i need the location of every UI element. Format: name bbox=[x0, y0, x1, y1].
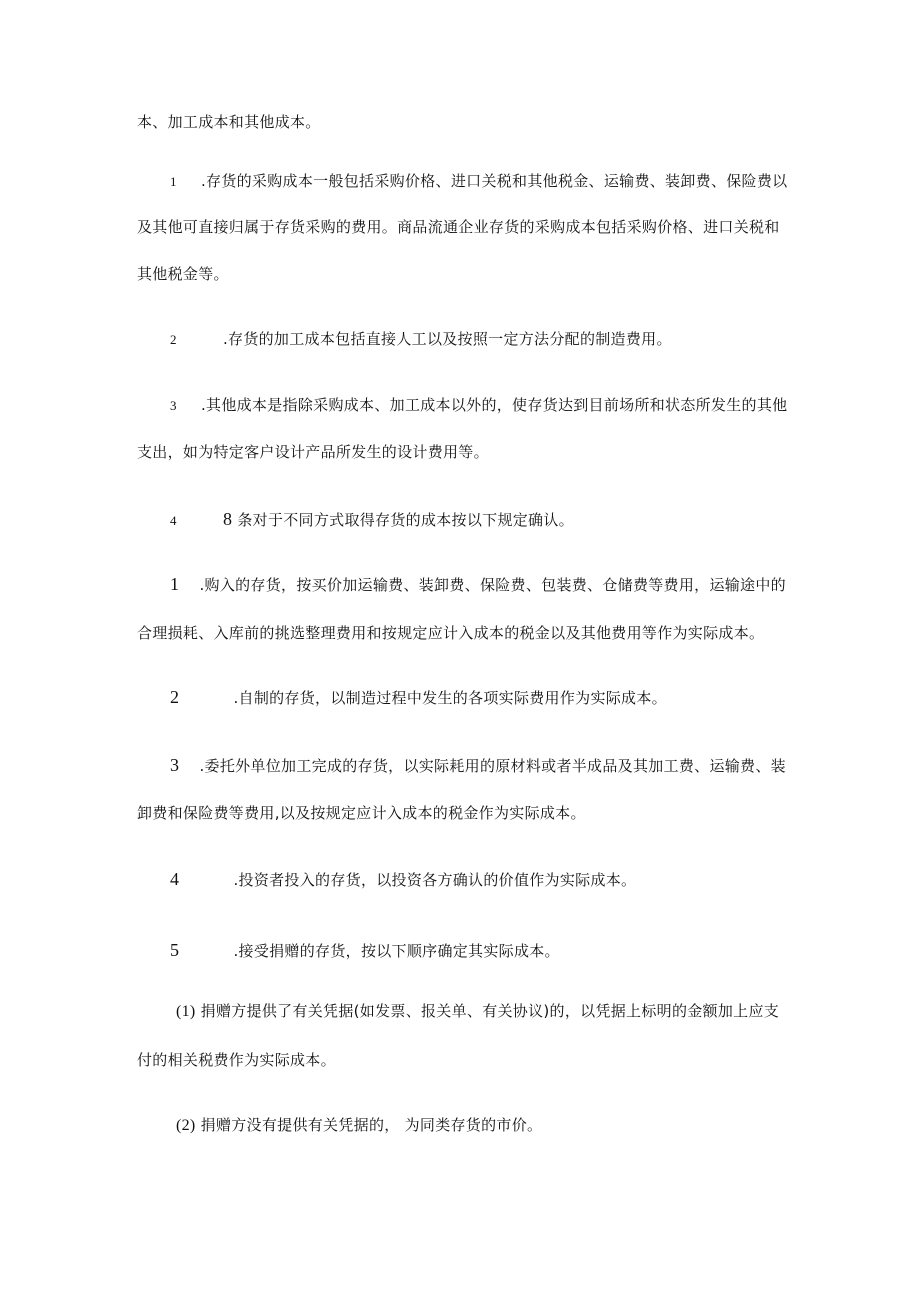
item-number: 5 bbox=[170, 940, 180, 960]
text-line: 捐赠方没有提供有关凭据的， 为同类存货的市价。 bbox=[200, 1116, 543, 1134]
item-number: (1) bbox=[176, 1003, 196, 1020]
paragraph-sub-3 bbox=[170, 755, 786, 776]
text-line: 支出，如为特定客户设计产品所发生的设计费用等。 bbox=[137, 443, 489, 461]
paragraph-item-3-line-2 bbox=[137, 442, 489, 462]
paragraph-article-8 bbox=[170, 509, 574, 531]
item-number: 1 bbox=[170, 174, 177, 189]
text-line: .购入的存货，按买价加运输费、装卸费、保险费、包装费、仓储费等费用，运输途中的 bbox=[199, 576, 786, 594]
item-number: 3 bbox=[170, 755, 180, 775]
item-number: 2 bbox=[170, 332, 177, 347]
paragraph-item-3 bbox=[170, 395, 787, 416]
paragraph-sub-1-line-2 bbox=[137, 623, 764, 643]
paragraph-item-1-line-2 bbox=[137, 217, 780, 237]
paragraph-sub-3-line-2 bbox=[137, 803, 586, 823]
text-line: 付的相关税费作为实际成本。 bbox=[137, 1051, 336, 1069]
paragraph-sub-4 bbox=[170, 869, 636, 890]
item-number: 4 bbox=[170, 513, 177, 528]
paragraph-subitem-2 bbox=[176, 1115, 542, 1136]
item-number: (2) bbox=[176, 1117, 196, 1134]
text-line: 捐赠方提供了有关凭据(如发票、报关单、有关协议)的，以凭据上标明的金额加上应支 bbox=[200, 1002, 780, 1020]
item-number: 1 bbox=[170, 574, 180, 594]
paragraph-item-1 bbox=[170, 171, 787, 192]
text-line: .存货的加工成本包括直接人工以及按照一定方法分配的制造费用。 bbox=[222, 330, 672, 348]
paragraph-sub-1 bbox=[170, 574, 786, 595]
text-line: 合理损耗、入库前的挑选整理费用和按规定应计入成本的税金以及其他费用等作为实际成本。 bbox=[137, 624, 765, 642]
text-line: .委托外单位加工完成的存货，以实际耗用的原材料或者半成品及其加工费、运输费、装 bbox=[199, 757, 786, 775]
paragraph-sub-2 bbox=[170, 687, 667, 708]
text-line: .其他成本是指除采购成本、加工成本以外的，使存货达到目前场所和状态所发生的其他 bbox=[200, 396, 788, 414]
item-number: 4 bbox=[170, 869, 180, 889]
item-number: 3 bbox=[170, 398, 177, 413]
paragraph-subitem-1-line-2 bbox=[137, 1050, 336, 1070]
text-line: 条对于不同方式取得存货的成本按以下规定确认。 bbox=[237, 511, 574, 529]
text-line: .存货的采购成本一般包括采购价格、进口关税和其他税金、运输费、装卸费、保险费以 bbox=[200, 172, 788, 190]
text-line: 卸费和保险费等费用,以及按规定应计入成本的税金作为实际成本。 bbox=[137, 804, 586, 822]
paragraph-sub-5 bbox=[170, 940, 560, 961]
paragraph-subitem-1 bbox=[176, 1001, 779, 1022]
text-line: .投资者投入的存货，以投资各方确认的价值作为实际成本。 bbox=[233, 871, 637, 889]
text-line: 本、加工成本和其他成本。 bbox=[137, 113, 321, 131]
paragraph-continuation bbox=[137, 112, 321, 132]
item-number: 2 bbox=[170, 687, 180, 707]
text-line: 其他税金等。 bbox=[137, 265, 229, 283]
text-line: .自制的存货，以制造过程中发生的各项实际费用作为实际成本。 bbox=[233, 689, 667, 707]
article-number: 8 bbox=[222, 509, 233, 529]
text-line: 及其他可直接归属于存货采购的费用。商品流通企业存货的采购成本包括采购价格、进口关税和 bbox=[137, 218, 780, 236]
paragraph-item-1-line-3 bbox=[137, 264, 229, 284]
text-line: .接受捐赠的存货，按以下顺序确定其实际成本。 bbox=[233, 942, 560, 960]
paragraph-item-2 bbox=[170, 329, 672, 350]
